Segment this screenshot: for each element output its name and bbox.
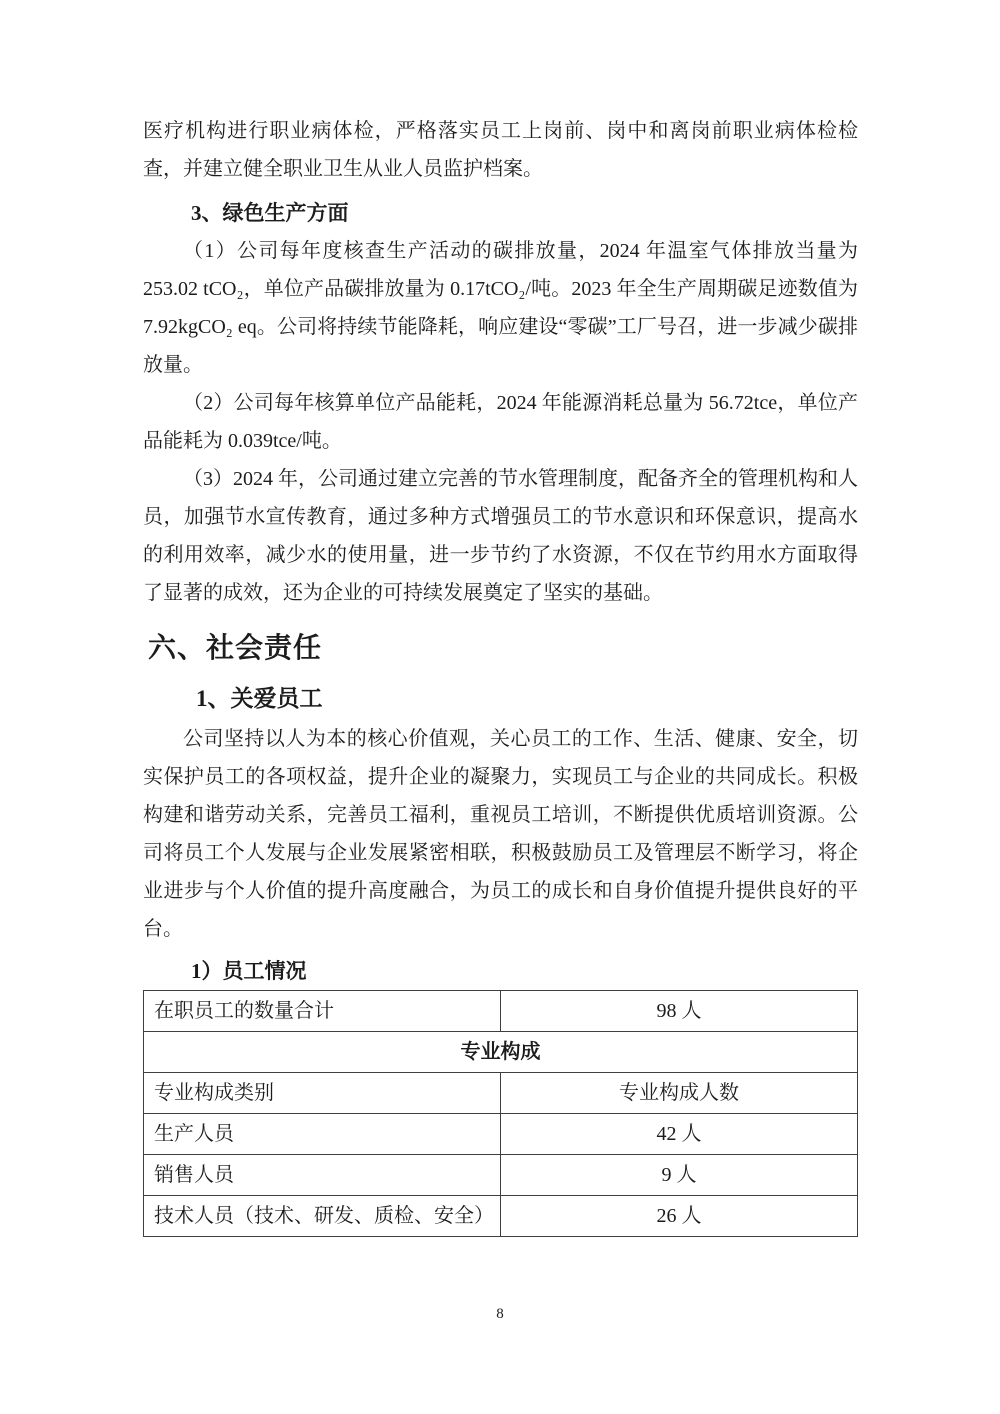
count-cell: 26 人 [501,1196,858,1237]
category-column-header: 专业构成类别 [144,1073,501,1114]
page-number: 8 [496,1306,504,1322]
total-employees-value: 98 人 [501,991,858,1032]
paragraph-energy-consumption: （2）公司每年核算单位产品能耗，2024 年能源消耗总量为 56.72tce，单位产品能耗为 0.039tce/吨。 [143,392,858,452]
table-row [144,1196,858,1237]
count-cell: 42 人 [501,1114,858,1155]
count-column-header: 专业构成人数 [501,1073,858,1114]
composition-header: 专业构成 [144,1032,858,1073]
category-cell: 生产人员 [144,1114,501,1155]
table-row [144,1114,858,1155]
heading-care-employees: 1、关爱员工 [196,686,323,711]
total-employees-label: 在职员工的数量合计 [144,991,501,1032]
paragraph-water-saving: （3）2024 年，公司通过建立完善的节水管理制度，配备齐全的管理机构和人员，加强节水宣传教育，通过多种方式增强员工的节水意识和环保意识，提高水的利用效率，减少水的使用量，进一步节约了水资源，不仅在节约用水方面取得了显著的成效，还为企业的可持续发展奠定了坚实的基础。 [143,468,858,604]
heading-social-responsibility: 六、社会责任 [148,632,323,663]
table-row-column-headers [144,1073,858,1114]
paragraph-carbon-emissions: （1）公司每年度核查生产活动的碳排放量，2024 年温室气体排放当量为 253.02 tCO₂，单位产品碳排放量为 0.17tCO₂/吨。2023 年全生产周期碳足迹数值为 7.92kgCO₂ eq。公司将持续节能降耗，响应建设“零碳”工厂号召，进一步减少碳排放量。 [143,240,858,376]
employee-table [143,990,858,1237]
paragraph-occupational-health-tail: 医疗机构进行职业病体检，严格落实员工上岗前、岗中和离岗前职业病体检检查，并建立健全职业卫生从业人员监护档案。 [143,120,858,180]
category-cell: 技术人员（技术、研发、质检、安全） [144,1196,501,1237]
category-cell: 销售人员 [144,1155,501,1196]
table-row [144,1155,858,1196]
table-row-composition-header [144,1032,858,1073]
table-row-total [144,991,858,1032]
paragraph-care-employees: 公司坚持以人为本的核心价值观，关心员工的工作、生活、健康、安全，切实保护员工的各项权益，提升企业的凝聚力，实现员工与企业的共同成长。积极构建和谐劳动关系，完善员工福利，重视员工培训，不断提供优质培训资源。公司将员工个人发展与企业发展紧密相联，积极鼓励员工及管理层不断学习，将企业进步与个人价值的提升高度融合，为员工的成长和自身价值提升提供良好的平台。 [143,728,858,940]
heading-employee-status: 1）员工情况 [191,959,307,983]
count-cell: 9 人 [501,1155,858,1196]
heading-green-production: 3、绿色生产方面 [191,201,349,225]
